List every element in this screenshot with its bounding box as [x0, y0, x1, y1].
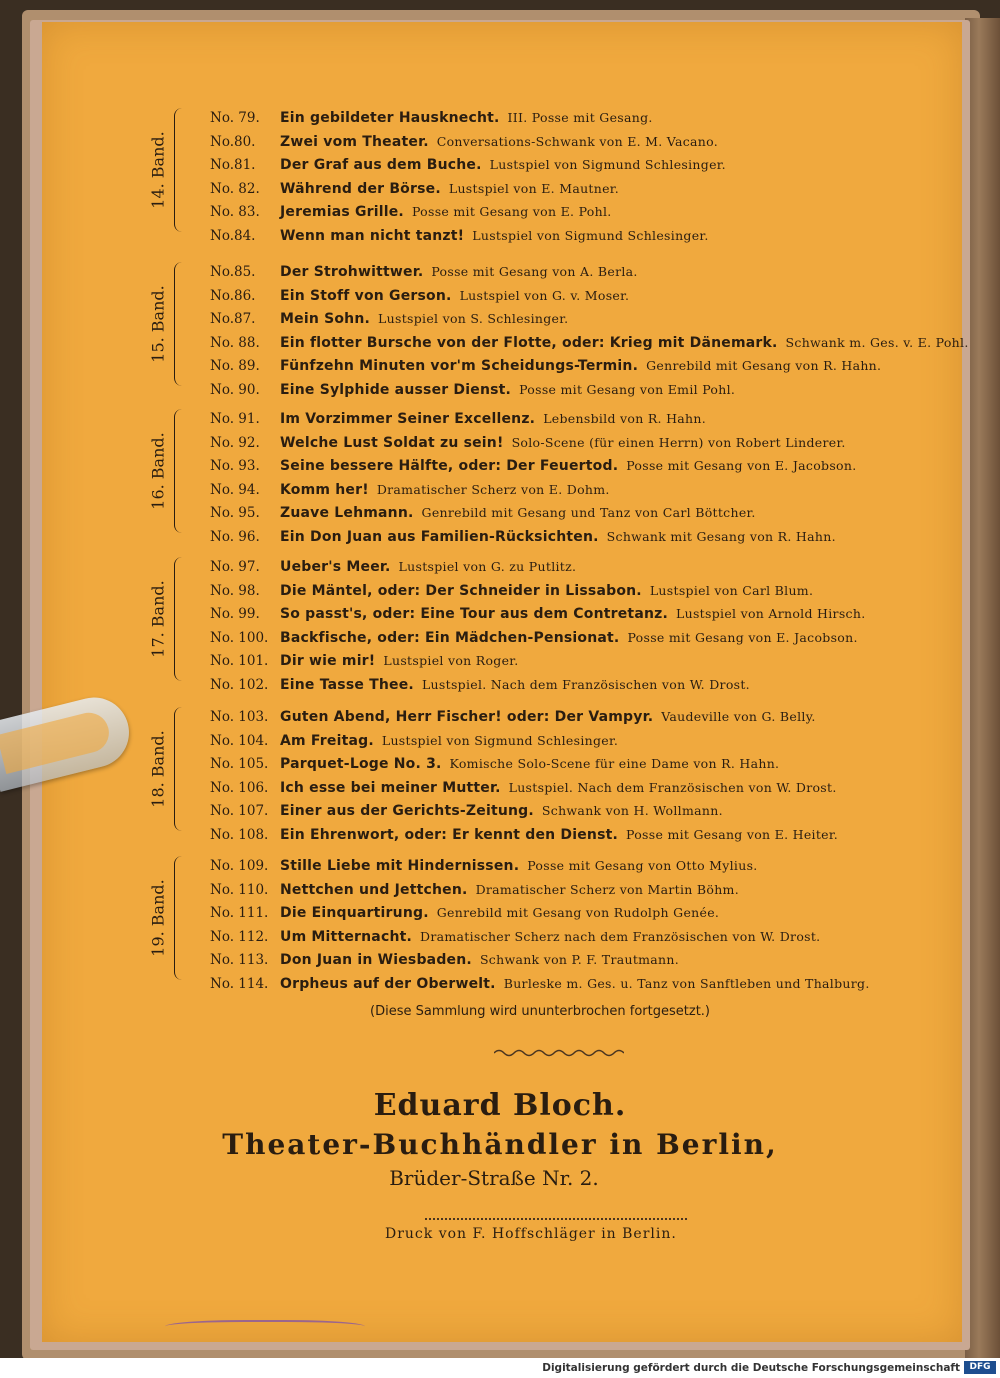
entry-number: No. 97. — [210, 559, 260, 575]
entry-number: No. 112. — [210, 928, 269, 945]
entry-number: No. 108. — [210, 826, 269, 843]
entry-description: Dramatischer Scherz nach dem Französischen von W. Drost. — [420, 928, 821, 944]
entry-number: No. 92. — [210, 434, 260, 451]
entry-description: Conversations-Schwank von E. M. Vacano. — [436, 133, 719, 149]
entry-title: Ich esse bei meiner Mutter. — [280, 779, 501, 796]
entry-title: Eine Sylphide ausser Dienst. — [280, 381, 512, 398]
entry-number: No. 99. — [210, 606, 260, 622]
entry-title: Ein Don Juan aus Familien-Rücksichten. — [280, 528, 599, 545]
volume-label-text: 18. Band. — [148, 730, 168, 808]
entry-title: So passt's, oder: Eine Tour aus dem Contretanz. — [280, 606, 669, 622]
catalog-entry — [210, 653, 519, 675]
volume-block — [148, 852, 960, 992]
entry-description: Lustspiel. Nach dem Französischen von W. Drost. — [508, 779, 837, 795]
entry-number: No. 107. — [210, 803, 269, 819]
catalog-entry — [210, 181, 619, 203]
entry-title: Mein Sohn. — [280, 311, 371, 327]
volume-label — [138, 553, 178, 685]
catalog-entry — [210, 458, 857, 480]
entry-description: Lustspiel von Sigmund Schlesinger. — [381, 732, 619, 748]
entry-number: No. 82. — [210, 180, 260, 197]
catalog-entry — [210, 976, 870, 998]
entry-number: No. 103. — [210, 709, 269, 725]
entry-description: Burleske m. Ges. u. Tanz von Sanftleben und Thalburg. — [503, 975, 870, 991]
catalog-entry — [210, 882, 739, 904]
entry-title: Wenn man nicht tanzt! — [280, 227, 465, 244]
catalog-entry — [210, 709, 816, 731]
printer-imprint: Druck von F. Hoffschläger in Berlin. — [385, 1226, 677, 1242]
entry-description: Genrebild mit Gesang und Tanz von Carl Böttcher. — [421, 505, 756, 520]
entry-description: Posse mit Gesang von A. Berla. — [431, 264, 638, 279]
publisher-role: Theater-Buchhändler in Berlin, — [222, 1128, 778, 1161]
publisher-address: Brüder-Straße Nr. 2. — [389, 1166, 599, 1190]
entry-title: Stille Liebe mit Hindernissen. — [280, 858, 520, 874]
entry-title: Die Einquartirung. — [280, 905, 429, 921]
entry-description: Lebensbild von R. Hahn. — [543, 411, 707, 426]
entry-number: No. 110. — [210, 881, 269, 898]
entry-number: No. 106. — [210, 779, 269, 796]
entry-description: Schwank m. Ges. v. E. Pohl. — [785, 334, 969, 350]
catalog-entry — [210, 335, 969, 357]
entry-title: Don Juan in Wiesbaden. — [280, 952, 472, 968]
entry-title: Im Vorzimmer Seiner Excellenz. — [280, 411, 536, 427]
volume-brace — [174, 409, 183, 533]
continuation-note: (Diese Sammlung wird ununterbrochen fortgesetzt.) — [370, 1004, 710, 1019]
catalog-entry — [210, 630, 858, 652]
volume-block — [148, 258, 969, 398]
catalog-entry — [210, 110, 653, 132]
entry-title: Jeremias Grille. — [280, 204, 404, 220]
entry-description: Dramatischer Scherz von E. Dohm. — [376, 481, 610, 497]
volume-label-text: 17. Band. — [148, 580, 168, 658]
volume-label — [138, 258, 178, 390]
entry-description: Posse mit Gesang von E. Jacobson. — [627, 629, 858, 645]
entry-description: Posse mit Gesang von E. Pohl. — [411, 204, 612, 219]
entry-description: Lustspiel von Roger. — [383, 653, 519, 668]
catalog-entry — [210, 228, 709, 250]
entry-number: No. 113. — [210, 952, 269, 968]
catalog-entry — [210, 382, 735, 404]
entry-description: Genrebild mit Gesang von Rudolph Genée. — [436, 905, 720, 920]
volume-block — [148, 405, 960, 545]
catalog-entry — [210, 827, 838, 849]
entry-description: Lustspiel von Carl Blum. — [649, 582, 814, 598]
entry-title: Guten Abend, Herr Fischer! oder: Der Vampyr. — [280, 709, 654, 725]
catalog-entry — [210, 411, 706, 433]
entry-number: No. 105. — [210, 756, 269, 772]
dfg-credit-text: Digitalisierung gefördert durch die Deutsche Forschungsgemeinschaft — [542, 1362, 960, 1374]
entry-title: Ein flotter Bursche von der Flotte, oder: Krieg mit Dänemark. — [280, 334, 778, 351]
entry-title: Ein Stoff von Gerson. — [280, 287, 452, 304]
volume-block — [148, 553, 960, 693]
entry-title: Ein Ehrenwort, oder: Er kennt den Dienst. — [280, 826, 619, 843]
entry-description: Schwank von H. Wollmann. — [541, 803, 723, 818]
entry-title: Seine bessere Hälfte, oder: Der Feuertod. — [280, 458, 619, 474]
volume-label-text: 14. Band. — [148, 131, 168, 209]
entry-number: No. 111. — [210, 905, 269, 921]
entry-description: Dramatischer Scherz von Martin Böhm. — [475, 881, 739, 897]
catalog-entry — [210, 929, 820, 951]
entry-title: Ein gebildeter Hausknecht. — [280, 110, 500, 126]
catalog-entry — [210, 606, 865, 628]
catalog-entry — [210, 677, 750, 699]
volume-label-text: 16. Band. — [148, 432, 168, 510]
volume-brace — [174, 707, 183, 831]
volume-label — [138, 405, 178, 537]
entry-title: Backfische, oder: Ein Mädchen-Pensionat. — [280, 629, 620, 646]
catalog-entry — [210, 529, 836, 551]
entry-number: No. 102. — [210, 676, 269, 693]
volume-brace — [174, 856, 183, 980]
entry-description: Schwank mit Gesang von R. Hahn. — [606, 528, 836, 544]
catalog-entry — [210, 905, 719, 927]
entry-title: Zuave Lehmann. — [280, 505, 414, 521]
entry-number: No. 109. — [210, 858, 269, 874]
entry-description: Lustspiel von G. v. Moser. — [459, 287, 630, 303]
catalog-entry — [210, 559, 576, 581]
volume-block — [148, 703, 960, 843]
entry-number: No. 88. — [210, 334, 260, 351]
entry-title: Einer aus der Gerichts-Zeitung. — [280, 803, 534, 819]
digitization-footer — [0, 1358, 1000, 1378]
entry-description: Posse mit Gesang von E. Heiter. — [626, 826, 839, 842]
volume-label — [138, 104, 178, 236]
entry-title: Nettchen und Jettchen. — [280, 881, 468, 898]
entry-title: Zwei vom Theater. — [280, 133, 429, 150]
entry-number: No. 104. — [210, 732, 269, 749]
catalog-entry — [210, 482, 610, 504]
catalog-entry — [210, 756, 779, 778]
entry-number: No. 91. — [210, 411, 260, 427]
entry-title: Fünfzehn Minuten vor'm Scheidungs-Termin. — [280, 358, 639, 374]
entry-number: No. 95. — [210, 505, 260, 521]
entry-description: Lustspiel von G. zu Putlitz. — [398, 559, 577, 574]
entry-number: No. 89. — [210, 358, 260, 374]
entry-number: No. 94. — [210, 481, 260, 498]
entry-number: No. 79. — [210, 110, 260, 126]
entry-description: III. Posse mit Gesang. — [507, 110, 653, 125]
catalog-entry — [210, 311, 568, 333]
dfg-logo: DFG — [964, 1361, 996, 1374]
entry-number: No. 93. — [210, 458, 260, 474]
volume-label — [138, 852, 178, 984]
entry-number: No.84. — [210, 227, 256, 244]
volume-brace — [174, 108, 183, 232]
volume-brace — [174, 262, 183, 386]
volume-block — [148, 104, 960, 244]
catalog-entry — [210, 733, 618, 755]
entry-title: Während der Börse. — [280, 180, 441, 197]
entry-number: No.80. — [210, 133, 256, 150]
entry-description: Lustspiel von Arnold Hirsch. — [676, 606, 866, 621]
library-stamp-mark — [165, 1320, 365, 1336]
entry-title: Komm her! — [280, 481, 369, 498]
catalog-entry — [210, 134, 718, 156]
catalog-entry — [210, 803, 723, 825]
entry-number: No.85. — [210, 264, 256, 280]
entry-description: Lustspiel von E. Mautner. — [448, 180, 619, 196]
entry-description: Lustspiel. Nach dem Französischen von W. Drost. — [421, 676, 750, 692]
entry-title: Um Mitternacht. — [280, 928, 413, 945]
entry-title: Ueber's Meer. — [280, 559, 391, 575]
publisher-name: Eduard Bloch. — [373, 1088, 627, 1123]
entry-number: No. 90. — [210, 381, 260, 398]
entry-title: Am Freitag. — [280, 732, 374, 749]
catalog-entry — [210, 435, 846, 457]
catalog-entry — [210, 157, 726, 179]
catalog-entry — [210, 858, 758, 880]
entry-description: Schwank von P. F. Trautmann. — [479, 952, 680, 967]
catalog-entry — [210, 583, 813, 605]
volume-label-text: 19. Band. — [148, 879, 168, 957]
entry-number: No.81. — [210, 157, 256, 173]
entry-number: No.86. — [210, 287, 256, 304]
catalog-entry — [210, 358, 881, 380]
entry-description: Posse mit Gesang von Otto Mylius. — [527, 858, 758, 873]
volume-label — [138, 703, 178, 835]
entry-title: Eine Tasse Thee. — [280, 676, 414, 693]
entry-title: Orpheus auf der Oberwelt. — [280, 975, 496, 992]
entry-title: Dir wie mir! — [280, 653, 376, 669]
entry-number: No.87. — [210, 311, 256, 327]
entry-title: Parquet-Loge No. 3. — [280, 756, 442, 772]
ornamental-rule — [494, 1046, 624, 1060]
entry-description: Lustspiel von Sigmund Schlesinger. — [489, 157, 726, 172]
dotted-divider — [425, 1218, 687, 1220]
entry-description: Posse mit Gesang von Emil Pohl. — [519, 381, 736, 397]
entry-description: Solo-Scene (für einen Herrn) von Robert Linderer. — [511, 434, 846, 450]
entry-number: No. 101. — [210, 653, 269, 669]
catalog-entry — [210, 264, 638, 286]
catalog-entry — [210, 780, 837, 802]
entry-title: Der Graf aus dem Buche. — [280, 157, 482, 173]
entry-description: Lustspiel von S. Schlesinger. — [378, 311, 569, 326]
entry-description: Vaudeville von G. Belly. — [661, 709, 816, 724]
entry-description: Komische Solo-Scene für eine Dame von R. Hahn. — [449, 756, 780, 771]
entry-number: No. 83. — [210, 204, 260, 220]
volume-brace — [174, 557, 183, 681]
catalog-entry — [210, 505, 756, 527]
catalog-entry — [210, 952, 679, 974]
catalog-entry — [210, 204, 612, 226]
entry-number: No. 114. — [210, 975, 269, 992]
entry-title: Der Strohwittwer. — [280, 264, 424, 280]
catalog-entry — [210, 288, 629, 310]
entry-description: Lustspiel von Sigmund Schlesinger. — [472, 227, 709, 243]
entry-number: No. 96. — [210, 528, 260, 545]
entry-description: Posse mit Gesang von E. Jacobson. — [626, 458, 857, 473]
entry-description: Genrebild mit Gesang von R. Hahn. — [646, 358, 882, 373]
entry-number: No. 100. — [210, 629, 269, 646]
entry-number: No. 98. — [210, 582, 260, 599]
volume-label-text: 15. Band. — [148, 285, 168, 363]
entry-title: Die Mäntel, oder: Der Schneider in Lissabon. — [280, 582, 642, 599]
entry-title: Welche Lust Soldat zu sein! — [280, 434, 504, 451]
